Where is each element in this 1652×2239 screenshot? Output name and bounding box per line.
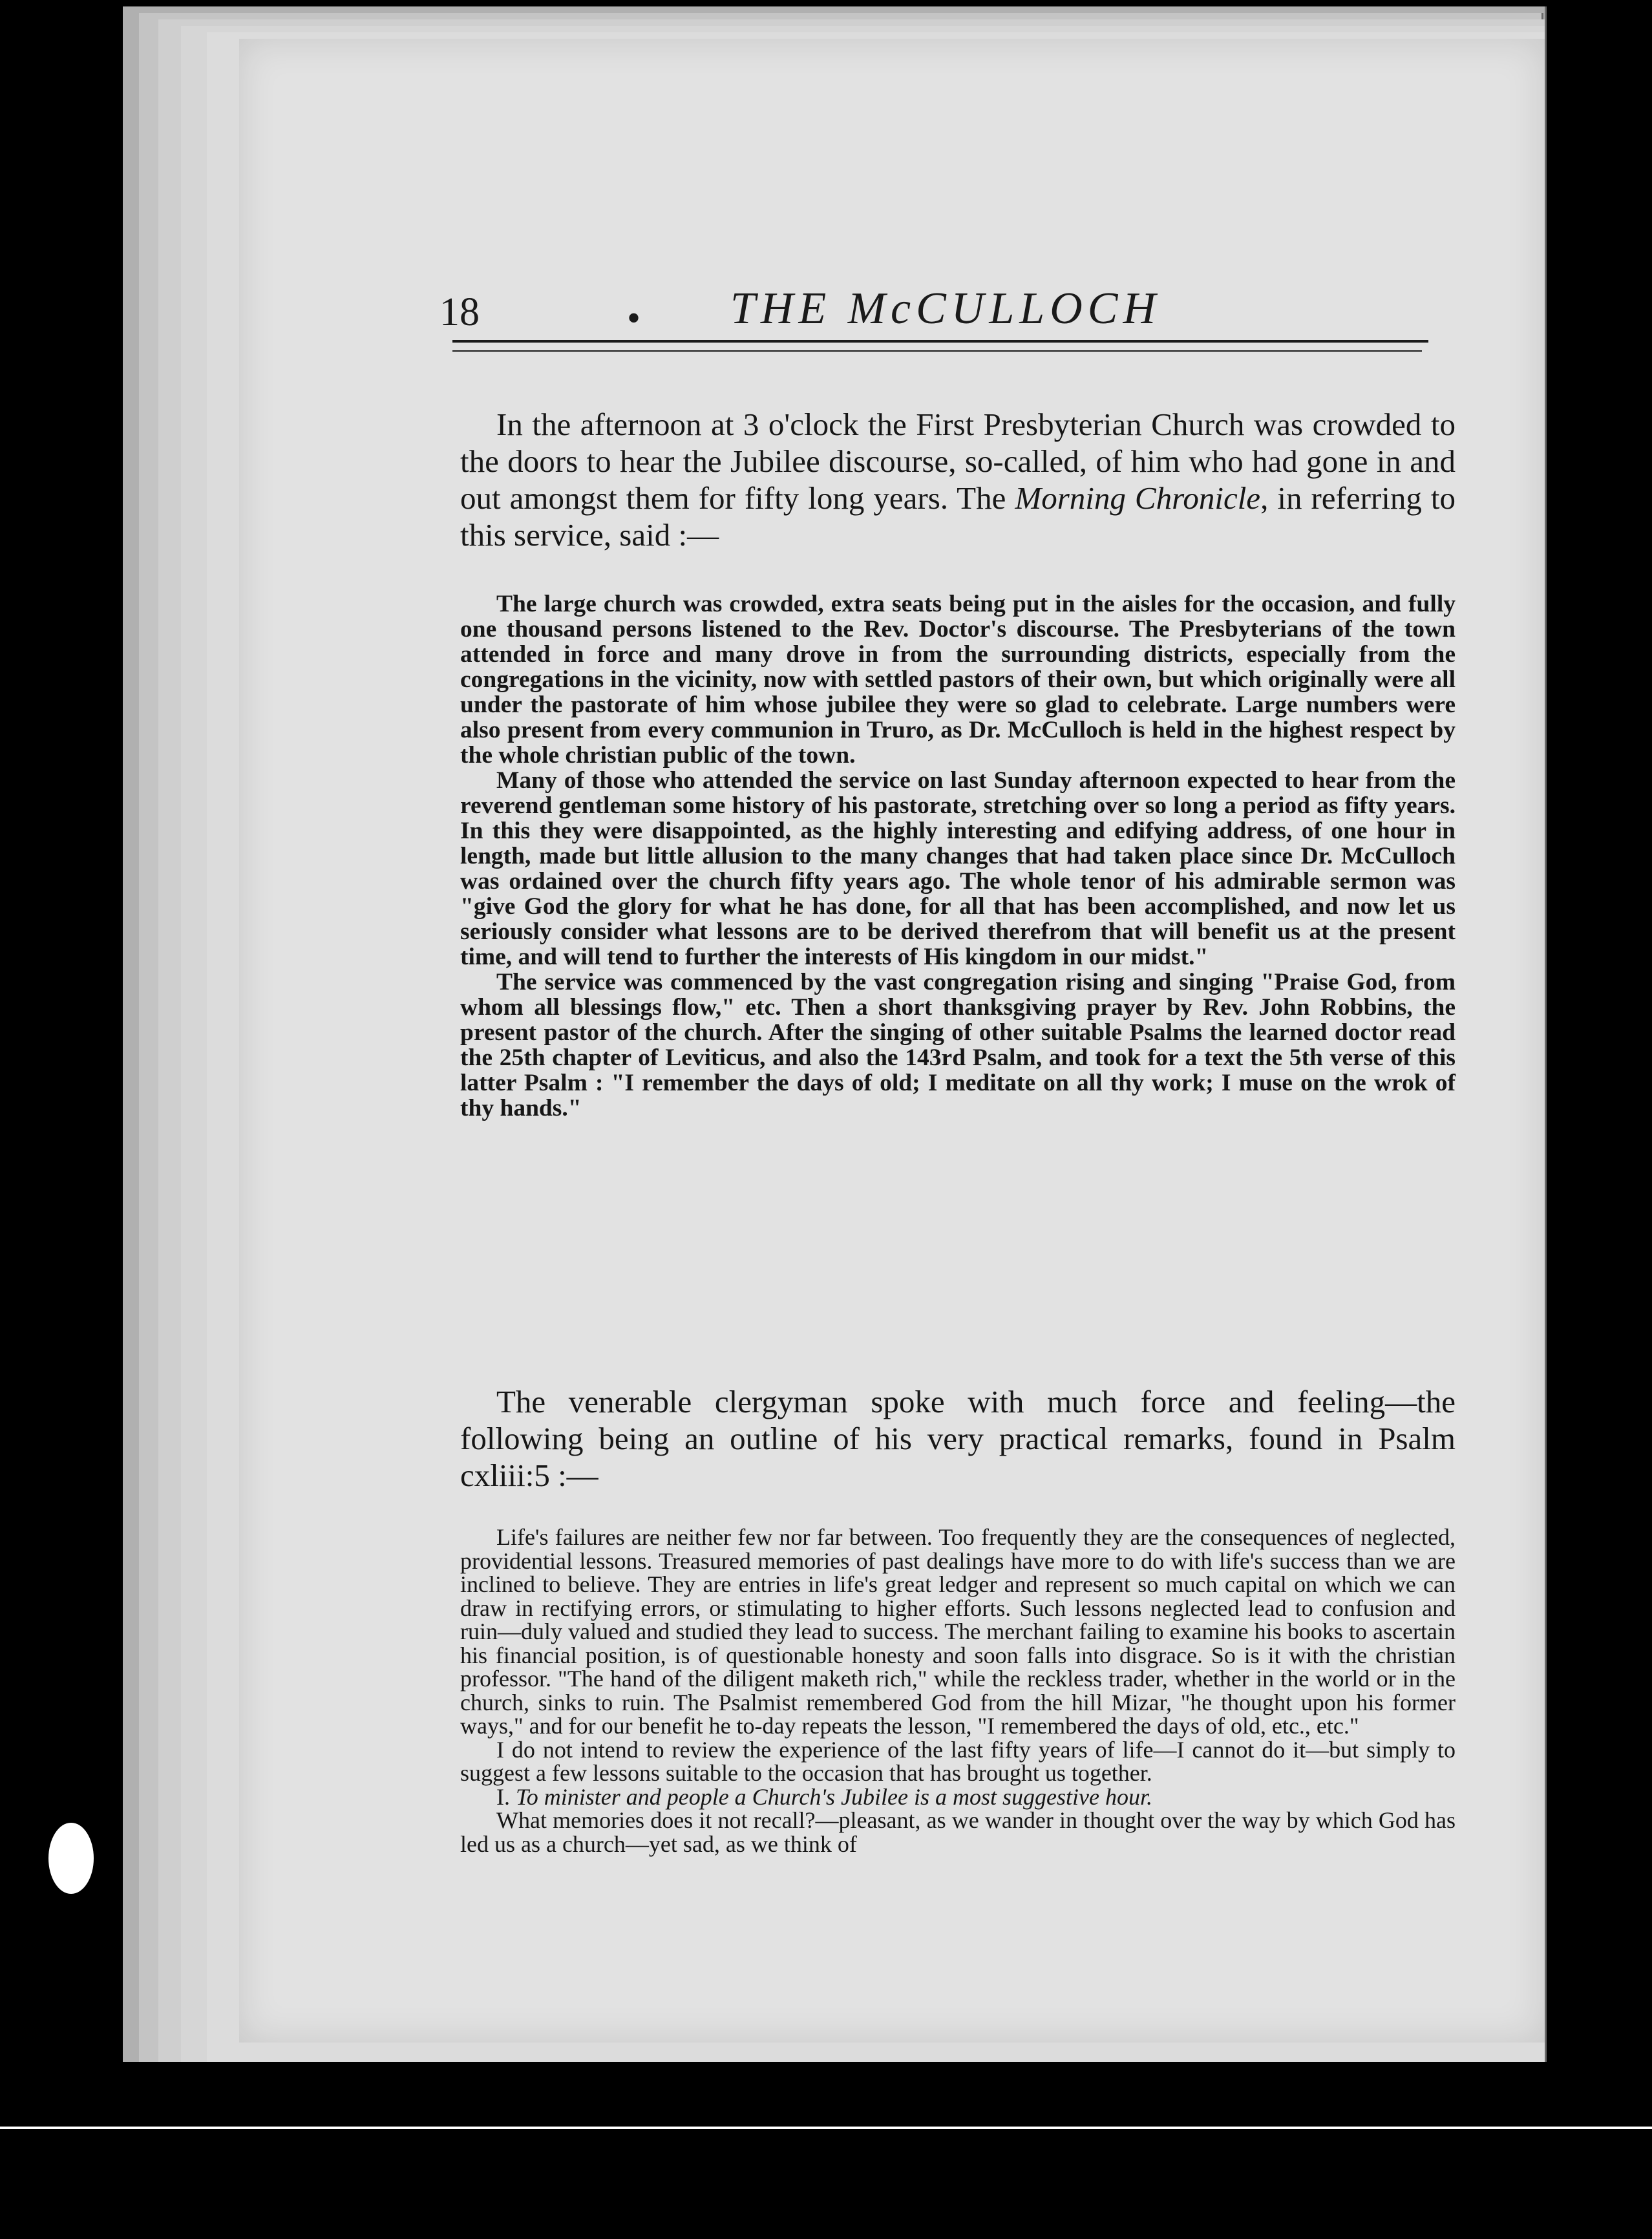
point-italic-heading: To minister and people a Church's Jubilee is a most suggestive hour. <box>516 1783 1152 1810</box>
intro-text-2: , in referring to this service, said :— <box>460 480 1456 553</box>
scan-speck <box>48 1823 94 1894</box>
quote-paragraph: The service was commenced by the vast congregation rising and singing "Praise God, from whom all blessings flow," etc. Then a short thanksgiving prayer by Rev. John Robbins, the present pastor of the church. After the singing of other suitable Psalms the learned doctor read the 25th chapter of Leviticus, and also the 143rd Psalm, and took for a text the 5th verse of this latter Psalm : "I remember the days of old; I meditate on all thy work; I muse on the wrok of thy hands." <box>460 969 1456 1121</box>
quote-paragraph: The large church was crowded, extra seats being put in the aisles for the occasion, and fully one thousand persons listened to the Rev. Doctor's discourse. The Presbyterians of the town attended in force and many drove in from the surrounding districts, especially from the congregations in the vicinity, now with settled pastors of their own, but which originally were all under the pastorate of him whose jubilee they were so glad to celebrate. Large numbers were also present from every communion in Truro, as Dr. McCulloch is held in the highest respect by the whole christian public of the town. <box>460 591 1456 769</box>
intro-text-1: In the afternoon at 3 o'clock the First Presbyterian Church was crowded to the doors to hear the Jubilee discourse, so-called, of him who had gone in and out amongst them for fifty long years. The <box>460 407 1456 516</box>
sermon-paragraph: Life's failures are neither few nor far between. Too frequently they are the consequences of neglected, providential lessons. Treasured memories of past dealings have more to do with life's success than we are inclined to believe. They are entries in life's great ledger and represent so much capital on which we can draw in rectifying errors, or stimulating to higher efforts. Such lessons neglected lead to confusion and ruin—duly valued and studied they lead to success. The merchant failing to examine his books to ascertain his financial position, is of questionable honesty and soon falls into disgrace. So is it with the christian professor. "The hand of the diligent maketh rich," while the reckless trader, whether in the world or in the church, sinks to ruin. The Psalmist remembered God from the hill Mizar, "he thought upon his former ways," and for our benefit he to-day repeats the lesson, "I remembered the days of old, etc., etc." <box>460 1524 1456 1739</box>
header-rule-thin <box>452 350 1422 352</box>
sermon-excerpt <box>460 1525 1456 1856</box>
quote-paragraph: Many of those who attended the service on last Sunday afternoon expected to hear from the reverend gentleman some history of his pastorate, stretching over so long a period as fifty years. In this they were disappointed, as the highly interesting and edifying address, of one hour in length, made but little allusion to the many changes that had taken place since Dr. McCulloch was ordained over the church fifty years ago. The whole tenor of his admirable sermon was "give God the glory for what he has done, for all that has been accomplished, and now let us seriously consider what lessons are to be derived therefrom that will benefit us at the present time, and will tend to further the interests of His kingdom in our midst." <box>460 767 1456 970</box>
page-number: 18 <box>439 290 480 334</box>
newspaper-title: Morning Chronicle <box>1015 480 1261 516</box>
header-rule <box>452 340 1428 343</box>
newspaper-quote <box>460 591 1456 1121</box>
point-numeral: I. <box>496 1783 510 1810</box>
middle-paragraph <box>460 1383 1456 1494</box>
point-one-text: What memories does it not recall?—pleasant, as we wander in thought over the way by which God has led us as a church—yet sad, as we think of <box>460 1807 1456 1857</box>
page-header <box>439 270 1435 348</box>
sermon-paragraph: I do not intend to review the experience of the last fifty years of life—I cannot do it—but simply to suggest a few lessons suitable to the occasion that has brought us together. <box>460 1736 1456 1786</box>
middle-text: The venerable clergyman spoke with much force and feeling—the following being an outline of his very practical remarks, found in Psalm cxliii:5 :— <box>460 1384 1456 1493</box>
point-one-heading <box>460 1785 1456 1809</box>
running-title: THE McCULLOCH <box>730 284 1161 334</box>
header-bullet: • <box>627 297 641 339</box>
scan-border-line <box>0 2127 1652 2129</box>
intro-paragraph <box>460 406 1456 553</box>
